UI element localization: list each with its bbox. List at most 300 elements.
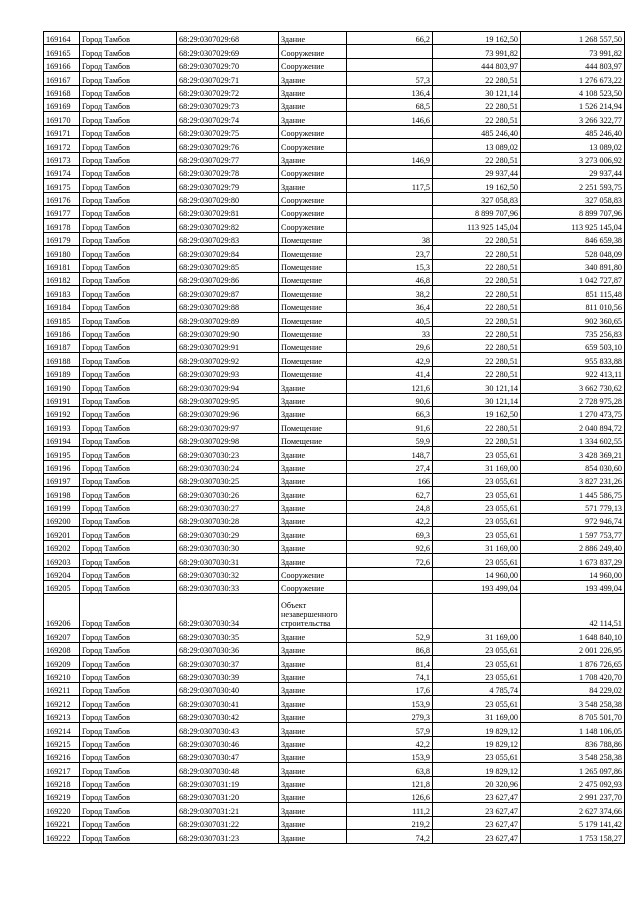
table-row <box>44 581 625 594</box>
table-row <box>44 206 625 219</box>
table-row <box>44 776 625 789</box>
object-type-cell: Здание <box>279 682 347 695</box>
cadastral-value-cell: 113 925 145,04 <box>521 219 625 232</box>
object-type-cell: Сооружение <box>279 206 347 219</box>
row-number-cell: 169177 <box>44 206 80 219</box>
cadastral-value-cell: 3 266 322,77 <box>521 112 625 125</box>
table-row <box>44 682 625 695</box>
object-type-cell: Сооружение <box>279 219 347 232</box>
municipality-cell: Город Тамбов <box>80 473 177 486</box>
table-row <box>44 219 625 232</box>
table-row <box>44 723 625 736</box>
object-type-cell: Здание <box>279 406 347 419</box>
table-row <box>44 72 625 85</box>
row-number-cell: 169200 <box>44 514 80 527</box>
unit-value-cell: 22 280,51 <box>433 286 521 299</box>
municipality-cell: Город Тамбов <box>80 232 177 245</box>
unit-value-cell: 22 280,51 <box>433 339 521 352</box>
cadastral-number-cell: 68:29:0307029:95 <box>177 393 279 406</box>
municipality-cell: Город Тамбов <box>80 567 177 580</box>
area-cell: 126,6 <box>347 790 433 803</box>
cadastral-number-cell: 68:29:0307029:74 <box>177 112 279 125</box>
cadastral-value-cell: 2 475 092,93 <box>521 776 625 789</box>
municipality-cell: Город Тамбов <box>80 326 177 339</box>
table-row <box>44 540 625 553</box>
cadastral-number-cell: 68:29:0307029:82 <box>177 219 279 232</box>
cadastral-number-cell: 68:29:0307029:71 <box>177 72 279 85</box>
row-number-cell: 169186 <box>44 326 80 339</box>
row-number-cell: 169179 <box>44 232 80 245</box>
cadastral-number-cell: 68:29:0307030:25 <box>177 473 279 486</box>
row-number-cell: 169196 <box>44 460 80 473</box>
area-cell: 117,5 <box>347 179 433 192</box>
unit-value-cell: 22 280,51 <box>433 72 521 85</box>
object-type-cell: Здание <box>279 554 347 567</box>
table-row <box>44 460 625 473</box>
area-cell: 69,3 <box>347 527 433 540</box>
row-number-cell: 169213 <box>44 709 80 722</box>
unit-value-cell: 23 055,61 <box>433 473 521 486</box>
area-cell: 153,9 <box>347 749 433 762</box>
cadastral-number-cell: 68:29:0307029:89 <box>177 313 279 326</box>
municipality-cell: Город Тамбов <box>80 273 177 286</box>
cadastral-number-cell: 68:29:0307030:31 <box>177 554 279 567</box>
row-number-cell: 169199 <box>44 500 80 513</box>
object-type-cell: Здание <box>279 179 347 192</box>
table-row <box>44 830 625 843</box>
object-type-cell: Сооружение <box>279 125 347 138</box>
area-cell <box>347 581 433 594</box>
row-number-cell: 169176 <box>44 192 80 205</box>
object-type-cell: Здание <box>279 527 347 540</box>
municipality-cell: Город Тамбов <box>80 206 177 219</box>
row-number-cell: 169198 <box>44 487 80 500</box>
object-type-cell: Здание <box>279 380 347 393</box>
municipality-cell: Город Тамбов <box>80 776 177 789</box>
row-number-cell: 169184 <box>44 299 80 312</box>
row-number-cell: 169197 <box>44 473 80 486</box>
area-cell: 66,2 <box>347 32 433 45</box>
cadastral-value-cell: 955 833,88 <box>521 353 625 366</box>
row-number-cell: 169209 <box>44 656 80 669</box>
municipality-cell: Город Тамбов <box>80 514 177 527</box>
row-number-cell: 169185 <box>44 313 80 326</box>
table-row <box>44 380 625 393</box>
cadastral-number-cell: 68:29:0307030:24 <box>177 460 279 473</box>
object-type-cell: Здание <box>279 790 347 803</box>
area-cell: 40,5 <box>347 313 433 326</box>
unit-value-cell: 22 280,51 <box>433 313 521 326</box>
cadastral-number-cell: 68:29:0307029:75 <box>177 125 279 138</box>
unit-value-cell: 22 280,51 <box>433 232 521 245</box>
area-cell: 121,6 <box>347 380 433 393</box>
municipality-cell: Город Тамбов <box>80 393 177 406</box>
area-cell: 121,8 <box>347 776 433 789</box>
cadastral-number-cell: 68:29:0307030:37 <box>177 656 279 669</box>
cadastral-number-cell: 68:29:0307030:29 <box>177 527 279 540</box>
object-type-cell: Здание <box>279 85 347 98</box>
municipality-cell: Город Тамбов <box>80 112 177 125</box>
cadastral-number-cell: 68:29:0307029:96 <box>177 406 279 419</box>
row-number-cell: 169171 <box>44 125 80 138</box>
table-row <box>44 353 625 366</box>
cadastral-number-cell: 68:29:0307029:80 <box>177 192 279 205</box>
cadastral-value-cell: 854 030,60 <box>521 460 625 473</box>
cadastral-number-cell: 68:29:0307029:94 <box>177 380 279 393</box>
municipality-cell: Город Тамбов <box>80 125 177 138</box>
municipality-cell: Город Тамбов <box>80 286 177 299</box>
area-cell: 148,7 <box>347 447 433 460</box>
unit-value-cell: 22 280,51 <box>433 259 521 272</box>
cadastral-value-cell: 2 001 226,95 <box>521 642 625 655</box>
object-type-cell: Помещение <box>279 299 347 312</box>
cadastral-value-cell: 1 445 586,75 <box>521 487 625 500</box>
area-cell: 62,7 <box>347 487 433 500</box>
row-number-cell: 169172 <box>44 139 80 152</box>
cadastral-number-cell: 68:29:0307030:46 <box>177 736 279 749</box>
cadastral-value-cell: 3 662 730,62 <box>521 380 625 393</box>
object-type-cell: Помещение <box>279 339 347 352</box>
cadastral-value-cell: 340 891,80 <box>521 259 625 272</box>
unit-value-cell: 193 499,04 <box>433 581 521 594</box>
row-number-cell: 169214 <box>44 723 80 736</box>
unit-value-cell: 113 925 145,04 <box>433 219 521 232</box>
municipality-cell: Город Тамбов <box>80 72 177 85</box>
cadastral-value-cell: 811 010,56 <box>521 299 625 312</box>
object-type-cell: Помещение <box>279 326 347 339</box>
municipality-cell: Город Тамбов <box>80 353 177 366</box>
unit-value-cell: 30 121,14 <box>433 380 521 393</box>
object-type-cell: Помещение <box>279 286 347 299</box>
row-number-cell: 169206 <box>44 594 80 629</box>
cadastral-value-cell: 1 597 753,77 <box>521 527 625 540</box>
row-number-cell: 169222 <box>44 830 80 843</box>
area-cell: 66,3 <box>347 406 433 419</box>
cadastral-number-cell: 68:29:0307031:20 <box>177 790 279 803</box>
row-number-cell: 169215 <box>44 736 80 749</box>
unit-value-cell: 23 055,61 <box>433 447 521 460</box>
cadastral-number-cell: 68:29:0307030:40 <box>177 682 279 695</box>
cadastral-value-cell: 2 991 237,70 <box>521 790 625 803</box>
cadastral-value-cell: 846 659,38 <box>521 232 625 245</box>
area-cell: 166 <box>347 473 433 486</box>
cadastral-number-cell: 68:29:0307029:76 <box>177 139 279 152</box>
row-number-cell: 169221 <box>44 816 80 829</box>
area-cell: 63,8 <box>347 763 433 776</box>
object-type-cell: Сооружение <box>279 581 347 594</box>
row-number-cell: 169201 <box>44 527 80 540</box>
cadastral-number-cell: 68:29:0307029:70 <box>177 58 279 71</box>
unit-value-cell: 23 055,61 <box>433 487 521 500</box>
row-number-cell: 169205 <box>44 581 80 594</box>
municipality-cell: Город Тамбов <box>80 98 177 111</box>
area-cell <box>347 58 433 71</box>
area-cell: 74,1 <box>347 669 433 682</box>
municipality-cell: Город Тамбов <box>80 192 177 205</box>
area-cell: 90,6 <box>347 393 433 406</box>
unit-value-cell: 22 280,51 <box>433 420 521 433</box>
object-type-cell: Здание <box>279 460 347 473</box>
table-row <box>44 313 625 326</box>
unit-value-cell: 31 169,00 <box>433 629 521 642</box>
unit-value-cell: 485 246,40 <box>433 125 521 138</box>
cadastral-value-cell: 2 886 249,40 <box>521 540 625 553</box>
municipality-cell: Город Тамбов <box>80 709 177 722</box>
table-row <box>44 816 625 829</box>
cadastral-number-cell: 68:29:0307029:77 <box>177 152 279 165</box>
table-row <box>44 790 625 803</box>
table-row <box>44 366 625 379</box>
unit-value-cell <box>433 594 521 629</box>
unit-value-cell: 29 937,44 <box>433 165 521 178</box>
area-cell: 42,2 <box>347 514 433 527</box>
area-cell <box>347 594 433 629</box>
object-type-cell: Сооружение <box>279 58 347 71</box>
table-row <box>44 232 625 245</box>
row-number-cell: 169189 <box>44 366 80 379</box>
row-number-cell: 169187 <box>44 339 80 352</box>
area-cell: 136,4 <box>347 85 433 98</box>
municipality-cell: Город Тамбов <box>80 500 177 513</box>
cadastral-value-cell: 1 268 557,50 <box>521 32 625 45</box>
municipality-cell: Город Тамбов <box>80 139 177 152</box>
cadastral-value-cell: 836 788,86 <box>521 736 625 749</box>
object-type-cell: Здание <box>279 152 347 165</box>
unit-value-cell: 22 280,51 <box>433 98 521 111</box>
cadastral-number-cell: 68:29:0307030:43 <box>177 723 279 736</box>
table-row <box>44 567 625 580</box>
municipality-cell: Город Тамбов <box>80 85 177 98</box>
object-type-cell: Сооружение <box>279 165 347 178</box>
cadastral-number-cell: 68:29:0307029:84 <box>177 246 279 259</box>
cadastral-value-cell: 902 360,65 <box>521 313 625 326</box>
cadastral-value-cell: 1 270 473,75 <box>521 406 625 419</box>
area-cell: 86,8 <box>347 642 433 655</box>
area-cell <box>347 125 433 138</box>
municipality-cell: Город Тамбов <box>80 433 177 446</box>
cadastral-value-cell: 571 779,13 <box>521 500 625 513</box>
cadastral-value-cell: 3 548 258,38 <box>521 696 625 709</box>
cadastral-number-cell: 68:29:0307029:86 <box>177 273 279 286</box>
area-cell: 23,7 <box>347 246 433 259</box>
row-number-cell: 169202 <box>44 540 80 553</box>
unit-value-cell: 8 899 707,96 <box>433 206 521 219</box>
cadastral-number-cell: 68:29:0307029:85 <box>177 259 279 272</box>
cadastral-number-cell: 68:29:0307029:92 <box>177 353 279 366</box>
unit-value-cell: 19 829,12 <box>433 723 521 736</box>
table-row <box>44 487 625 500</box>
row-number-cell: 169195 <box>44 447 80 460</box>
cadastral-number-cell: 68:29:0307030:23 <box>177 447 279 460</box>
cadastral-number-cell: 68:29:0307030:32 <box>177 567 279 580</box>
area-cell: 57,9 <box>347 723 433 736</box>
cadastral-value-cell: 13 089,02 <box>521 139 625 152</box>
cadastral-number-cell: 68:29:0307030:34 <box>177 594 279 629</box>
municipality-cell: Город Тамбов <box>80 420 177 433</box>
cadastral-value-cell: 29 937,44 <box>521 165 625 178</box>
object-type-cell: Здание <box>279 32 347 45</box>
table-row <box>44 500 625 513</box>
unit-value-cell: 23 055,61 <box>433 527 521 540</box>
row-number-cell: 169165 <box>44 45 80 58</box>
municipality-cell: Город Тамбов <box>80 313 177 326</box>
cadastral-value-cell: 1 648 840,10 <box>521 629 625 642</box>
table-row <box>44 286 625 299</box>
municipality-cell: Город Тамбов <box>80 642 177 655</box>
cadastral-number-cell: 68:29:0307029:69 <box>177 45 279 58</box>
cadastral-number-cell: 68:29:0307029:68 <box>177 32 279 45</box>
table-row <box>44 696 625 709</box>
unit-value-cell: 22 280,51 <box>433 353 521 366</box>
table-row <box>44 406 625 419</box>
area-cell: 46,8 <box>347 273 433 286</box>
municipality-cell: Город Тамбов <box>80 736 177 749</box>
cadastral-value-cell: 1 673 837,29 <box>521 554 625 567</box>
unit-value-cell: 23 627,47 <box>433 790 521 803</box>
cadastral-number-cell: 68:29:0307031:22 <box>177 816 279 829</box>
cadastral-number-cell: 68:29:0307030:33 <box>177 581 279 594</box>
cadastral-value-cell: 73 991,82 <box>521 45 625 58</box>
table-row <box>44 709 625 722</box>
unit-value-cell: 22 280,51 <box>433 326 521 339</box>
area-cell: 52,9 <box>347 629 433 642</box>
cadastral-number-cell: 68:29:0307030:26 <box>177 487 279 500</box>
municipality-cell: Город Тамбов <box>80 803 177 816</box>
cadastral-number-cell: 68:29:0307030:30 <box>177 540 279 553</box>
cadastral-number-cell: 68:29:0307029:93 <box>177 366 279 379</box>
municipality-cell: Город Тамбов <box>80 816 177 829</box>
row-number-cell: 169168 <box>44 85 80 98</box>
object-type-cell: Здание <box>279 112 347 125</box>
cadastral-value-cell: 2 627 374,66 <box>521 803 625 816</box>
area-cell: 146,6 <box>347 112 433 125</box>
area-cell: 146,9 <box>347 152 433 165</box>
unit-value-cell: 19 162,50 <box>433 179 521 192</box>
unit-value-cell: 19 829,12 <box>433 763 521 776</box>
cadastral-number-cell: 68:29:0307030:48 <box>177 763 279 776</box>
object-type-cell: Помещение <box>279 313 347 326</box>
unit-value-cell: 4 785,74 <box>433 682 521 695</box>
unit-value-cell: 23 055,61 <box>433 656 521 669</box>
table-row <box>44 629 625 642</box>
object-type-cell: Сооружение <box>279 45 347 58</box>
table-row <box>44 58 625 71</box>
cadastral-number-cell: 68:29:0307031:21 <box>177 803 279 816</box>
area-cell <box>347 139 433 152</box>
table-row <box>44 433 625 446</box>
municipality-cell: Город Тамбов <box>80 165 177 178</box>
table-row <box>44 246 625 259</box>
row-number-cell: 169203 <box>44 554 80 567</box>
cadastral-value-cell: 8 705 501,70 <box>521 709 625 722</box>
area-cell: 42,9 <box>347 353 433 366</box>
area-cell: 27,4 <box>347 460 433 473</box>
cadastral-value-cell: 1 526 214,94 <box>521 98 625 111</box>
cadastral-number-cell: 68:29:0307029:97 <box>177 420 279 433</box>
municipality-cell: Город Тамбов <box>80 45 177 58</box>
unit-value-cell: 22 280,51 <box>433 366 521 379</box>
row-number-cell: 169183 <box>44 286 80 299</box>
area-cell: 24,8 <box>347 500 433 513</box>
municipality-cell: Город Тамбов <box>80 32 177 45</box>
area-cell: 81,4 <box>347 656 433 669</box>
municipality-cell: Город Тамбов <box>80 669 177 682</box>
object-type-cell: Здание <box>279 803 347 816</box>
cadastral-value-cell: 1 876 726,65 <box>521 656 625 669</box>
area-cell: 29,6 <box>347 339 433 352</box>
table-row <box>44 447 625 460</box>
area-cell: 111,2 <box>347 803 433 816</box>
municipality-cell: Город Тамбов <box>80 246 177 259</box>
area-cell <box>347 206 433 219</box>
area-cell: 279,3 <box>347 709 433 722</box>
object-type-cell: Здание <box>279 709 347 722</box>
object-type-cell: Здание <box>279 642 347 655</box>
unit-value-cell: 31 169,00 <box>433 709 521 722</box>
cadastral-number-cell: 68:29:0307030:28 <box>177 514 279 527</box>
table-row <box>44 125 625 138</box>
municipality-cell: Город Тамбов <box>80 339 177 352</box>
row-number-cell: 169210 <box>44 669 80 682</box>
cadastral-value-cell: 528 048,09 <box>521 246 625 259</box>
cadastral-number-cell: 68:29:0307029:83 <box>177 232 279 245</box>
municipality-cell: Город Тамбов <box>80 259 177 272</box>
cadastral-value-cell: 485 246,40 <box>521 125 625 138</box>
area-cell: 38 <box>347 232 433 245</box>
cadastral-number-cell: 68:29:0307030:27 <box>177 500 279 513</box>
unit-value-cell: 23 055,61 <box>433 554 521 567</box>
unit-value-cell: 444 803,97 <box>433 58 521 71</box>
object-type-cell: Здание <box>279 487 347 500</box>
cadastral-number-cell: 68:29:0307030:39 <box>177 669 279 682</box>
unit-value-cell: 19 162,50 <box>433 406 521 419</box>
cadastral-value-cell: 2 251 593,75 <box>521 179 625 192</box>
cadastral-value-cell: 1 334 602,55 <box>521 433 625 446</box>
object-type-cell: Сооружение <box>279 139 347 152</box>
object-type-cell: Сооружение <box>279 192 347 205</box>
object-type-cell: Помещение <box>279 259 347 272</box>
municipality-cell: Город Тамбов <box>80 447 177 460</box>
cadastral-value-cell: 1 276 673,22 <box>521 72 625 85</box>
object-type-cell: Помещение <box>279 246 347 259</box>
municipality-cell: Город Тамбов <box>80 554 177 567</box>
municipality-cell: Город Тамбов <box>80 723 177 736</box>
row-number-cell: 169216 <box>44 749 80 762</box>
area-cell: 92,6 <box>347 540 433 553</box>
municipality-cell: Город Тамбов <box>80 696 177 709</box>
cadastral-value-cell: 84 229,02 <box>521 682 625 695</box>
object-type-cell: Здание <box>279 696 347 709</box>
object-type-cell: Здание <box>279 736 347 749</box>
cadastral-number-cell: 68:29:0307029:87 <box>177 286 279 299</box>
cadastral-value-cell: 193 499,04 <box>521 581 625 594</box>
row-number-cell: 169167 <box>44 72 80 85</box>
row-number-cell: 169188 <box>44 353 80 366</box>
row-number-cell: 169207 <box>44 629 80 642</box>
row-number-cell: 169208 <box>44 642 80 655</box>
area-cell <box>347 165 433 178</box>
object-type-cell: Помещение <box>279 366 347 379</box>
table-row <box>44 473 625 486</box>
unit-value-cell: 22 280,51 <box>433 112 521 125</box>
table-row <box>44 527 625 540</box>
area-cell: 153,9 <box>347 696 433 709</box>
object-type-cell: Здание <box>279 629 347 642</box>
cadastral-value-cell: 1 148 106,05 <box>521 723 625 736</box>
row-number-cell: 169193 <box>44 420 80 433</box>
table-row <box>44 259 625 272</box>
cadastral-value-cell: 3 827 231,26 <box>521 473 625 486</box>
